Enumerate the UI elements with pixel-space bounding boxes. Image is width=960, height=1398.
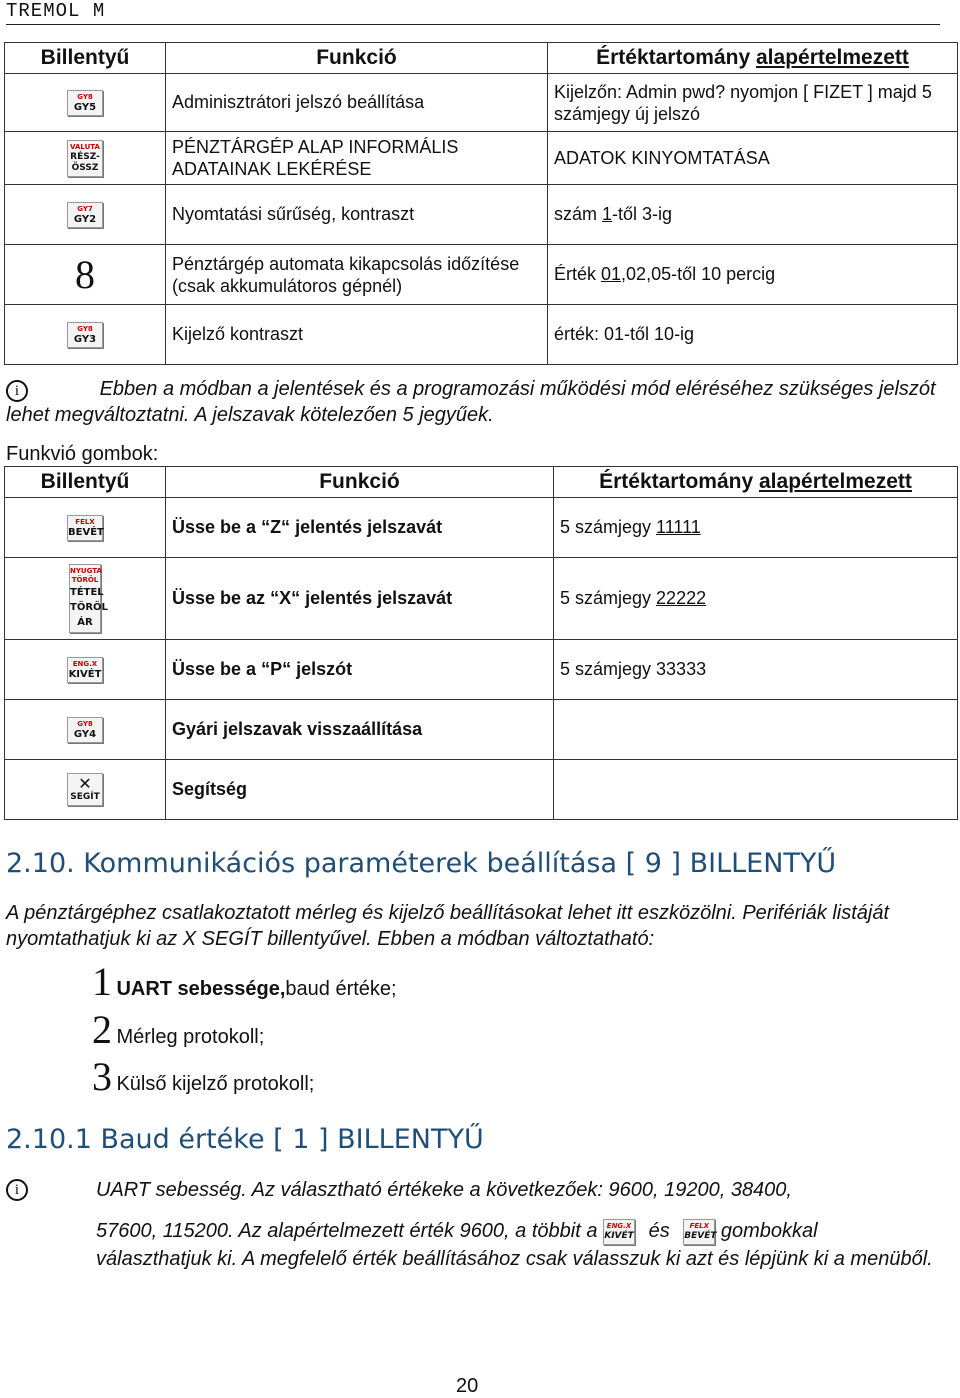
table-row xyxy=(5,760,958,820)
function-cell: Pénztárgép automata kikapcsolás időzítése (csak akkumulátoros gépnél) xyxy=(166,245,548,305)
gy5-key-icon: GY8 GY5 xyxy=(67,90,103,116)
gy3-key-icon: GY8 GY3 xyxy=(67,322,103,348)
list-number: 2 xyxy=(92,1007,112,1052)
key-cell xyxy=(5,245,166,305)
function-cell: PÉNZTÁRGÉP ALAP INFORMÁLIS ADATAINAK LEKÉRÉSE xyxy=(166,132,548,185)
key-cell xyxy=(5,760,166,820)
range-cell: érték: 01-től 10-ig xyxy=(548,305,958,365)
valuta-reszossz-key-icon: VALUTA RÉSZ-ÖSSZ xyxy=(67,140,103,177)
key-cell xyxy=(5,558,166,640)
key-cell xyxy=(5,305,166,365)
list-item xyxy=(92,958,397,1005)
function-cell: Üsse be a “P“ jelszót xyxy=(166,640,554,700)
list-bold: UART sebessége, xyxy=(116,978,286,1000)
key-cell xyxy=(5,185,166,245)
engx-kivet-key-icon: ENG.X KIVÉT xyxy=(67,657,103,683)
col-range-header: Értéktartomány alapértelmezett xyxy=(554,467,958,498)
range-cell: ADATOK KINYOMTATÁSA xyxy=(548,132,958,185)
felx-bevet-key-icon: FELX BEVÉT xyxy=(683,1219,715,1245)
table-row xyxy=(5,558,958,640)
col-function-header: Funkció xyxy=(166,43,548,74)
table-row xyxy=(5,74,958,132)
table-row xyxy=(5,185,958,245)
function-keys-table xyxy=(4,466,958,820)
key-function-table xyxy=(4,42,958,365)
range-cell: Érték 01,02,05-től 10 percig xyxy=(548,245,958,305)
list-text: Külső kijelző protokoll; xyxy=(116,1073,315,1095)
page-number: 20 xyxy=(456,1375,479,1397)
gy2-key-icon: GY7 GY2 xyxy=(67,202,103,228)
note-text: Ebben a módban a jelentések és a programozási működési mód eléréséhez szükséges jelszót lehet megváltoztatni. A jelszavak kötelezően 5 jegyűek. xyxy=(6,378,936,426)
table-row xyxy=(5,245,958,305)
function-keys-label: Funkvió gombok: xyxy=(6,443,159,465)
list-number: 3 xyxy=(92,1054,112,1099)
engx-kivet-key-icon: ENG.X KIVÉT xyxy=(603,1219,635,1245)
list-text: baud értéke; xyxy=(285,978,397,1000)
gy4-key-icon: GY8 GY4 xyxy=(67,717,103,743)
baud-note-line1: UART sebesség. Az választható értékeke a következőek: 9600, 19200, 38400, xyxy=(96,1179,792,1201)
col-key-header: Billentyű xyxy=(5,43,166,74)
key-cell xyxy=(5,498,166,558)
table-row xyxy=(5,498,958,558)
felx-bevet-key-icon: FELX BEVÉT xyxy=(67,515,103,541)
function-cell: Kijelző kontraszt xyxy=(166,305,548,365)
range-cell xyxy=(554,700,958,760)
col-range-header: Értéktartomány alapértelmezett xyxy=(548,43,958,74)
table-row xyxy=(5,132,958,185)
range-cell: 5 számjegy 22222 xyxy=(554,558,958,640)
function-cell: Gyári jelszavak visszaállítása xyxy=(166,700,554,760)
key-cell xyxy=(5,132,166,185)
function-cell: Üsse be az “X“ jelentés jelszavát xyxy=(166,558,554,640)
digit-8-key: 8 xyxy=(75,252,95,297)
col-key-header: Billentyű xyxy=(5,467,166,498)
key-cell xyxy=(5,700,166,760)
note-password-change xyxy=(6,376,936,428)
table-header-row xyxy=(5,467,958,498)
range-cell: szám 1-től 3-ig xyxy=(548,185,958,245)
col-function-header: Funkció xyxy=(166,467,554,498)
function-cell: Adminisztrátori jelszó beállítása xyxy=(166,74,548,132)
range-cell: 5 számjegy 11111 xyxy=(554,498,958,558)
list-text: Mérleg protokoll; xyxy=(116,1026,265,1048)
nyugta-torol-key-icon: NYUGTA TÖRÖL TÉTEL TÖRÖL ÁR xyxy=(69,564,101,633)
header-rule xyxy=(6,24,940,25)
key-cell xyxy=(5,640,166,700)
list-item xyxy=(92,1053,314,1100)
baud-note-line2: 57600, 115200. Az alapértelmezett érték 9600, a többit a ENG.X KIVÉT és FELX BEVÉT gombokkal xyxy=(96,1218,936,1245)
list-number: 1 xyxy=(92,959,112,1004)
table-row xyxy=(5,640,958,700)
baud-note-line3: választhatjuk ki. A megfelelő érték beállításához csak válasszuk ki azt és lépjünk ki a menüből. xyxy=(96,1248,933,1270)
range-cell: 5 számjegy 33333 xyxy=(554,640,958,700)
table-header-row xyxy=(5,43,958,74)
list-item xyxy=(92,1006,264,1053)
range-cell xyxy=(554,760,958,820)
info-icon: i xyxy=(6,380,28,402)
segit-key-icon: ✕ SEGÍT xyxy=(67,773,103,806)
info-icon: i xyxy=(6,1179,28,1201)
function-cell: Üsse be a “Z“ jelentés jelszavát xyxy=(166,498,554,558)
running-header: TREMOL M xyxy=(6,0,106,22)
table-row xyxy=(5,305,958,365)
subsection-heading: 2.10.1 Baud értéke [ 1 ] BILLENTYŰ xyxy=(6,1124,484,1155)
section-heading: 2.10. Kommunikációs paraméterek beállítása [ 9 ] BILLENTYŰ xyxy=(6,848,837,879)
function-cell: Nyomtatási sűrűség, kontraszt xyxy=(166,185,548,245)
function-cell: Segítség xyxy=(166,760,554,820)
table-row xyxy=(5,700,958,760)
section-paragraph: A pénztárgéphez csatlakoztatott mérleg és kijelző beállításokat lehet itt eszközölni. Perifériák listáját nyomtathatjuk ki az X SEGÍT billentyűvel. Ebben a módban változtatható: xyxy=(6,902,890,950)
key-cell xyxy=(5,74,166,132)
range-cell: Kijelzőn: Admin pwd? nyomjon [ FIZET ] majd 5 számjegy új jelszó xyxy=(548,74,958,132)
